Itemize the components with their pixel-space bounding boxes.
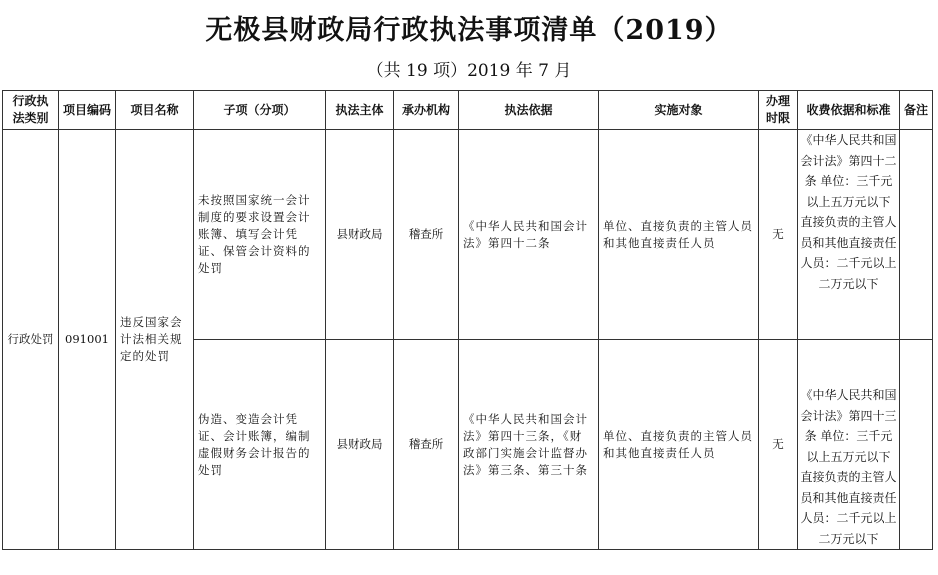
- header-fee: 收费依据和标准: [798, 91, 900, 130]
- cell-note: [900, 130, 933, 340]
- cell-org: 稽查所: [394, 340, 459, 550]
- cell-time: 无: [759, 130, 798, 340]
- cell-basis: 《中华人民共和国会计法》第四十二条: [459, 130, 599, 340]
- header-time: 办理时限: [759, 91, 798, 130]
- enforcement-table: [2, 90, 933, 550]
- header-category: 行政执法类别: [3, 91, 59, 130]
- cell-subitem: 伪造、变造会计凭证、会计账簿，编制虚假财务会计报告的处罚: [194, 340, 326, 550]
- header-basis: 执法依据: [459, 91, 599, 130]
- cell-category: 行政处罚: [3, 130, 59, 550]
- header-note: 备注: [900, 91, 933, 130]
- cell-fee: 《中华人民共和国会计法》第四十二条 单位：三千元以上五万元以下 直接负责的主管人员和其他直接责任人员：二千元以上二万元以下: [798, 130, 900, 340]
- cell-time: 无: [759, 340, 798, 550]
- cell-subject: 县财政局: [326, 130, 394, 340]
- header-subitem: 子项（分项）: [194, 91, 326, 130]
- table-row: [3, 130, 933, 340]
- cell-subitem: 未按照国家统一会计制度的要求设置会计账簿、填写会计凭证、保管会计资料的处罚: [194, 130, 326, 340]
- cell-fee: 《中华人民共和国会计法》第四十三条 单位：三千元以上五万元以下 直接负责的主管人员和其他直接责任人员：二千元以上二万元以下: [798, 340, 900, 550]
- page-title: 无极县财政局行政执法事项清单（2019）: [205, 15, 733, 46]
- header-name: 项目名称: [116, 91, 194, 130]
- header-row: [3, 91, 933, 130]
- page-subtitle: （共 19 项）2019 年 7 月: [366, 61, 572, 81]
- cell-target: 单位、直接负责的主管人员和其他直接责任人员: [599, 130, 759, 340]
- cell-code: 091001: [59, 130, 116, 550]
- cell-name: 违反国家会计法相关规定的处罚: [116, 130, 194, 550]
- header-code: 项目编码: [59, 91, 116, 130]
- header-org: 承办机构: [394, 91, 459, 130]
- cell-subject: 县财政局: [326, 340, 394, 550]
- cell-org: 稽查所: [394, 130, 459, 340]
- cell-note: [900, 340, 933, 550]
- cell-target: 单位、直接负责的主管人员和其他直接责任人员: [599, 340, 759, 550]
- header-target: 实施对象: [599, 91, 759, 130]
- header-subject: 执法主体: [326, 91, 394, 130]
- cell-basis: 《中华人民共和国会计法》第四十三条，《财政部门实施会计监督办法》第三条、第三十条: [459, 340, 599, 550]
